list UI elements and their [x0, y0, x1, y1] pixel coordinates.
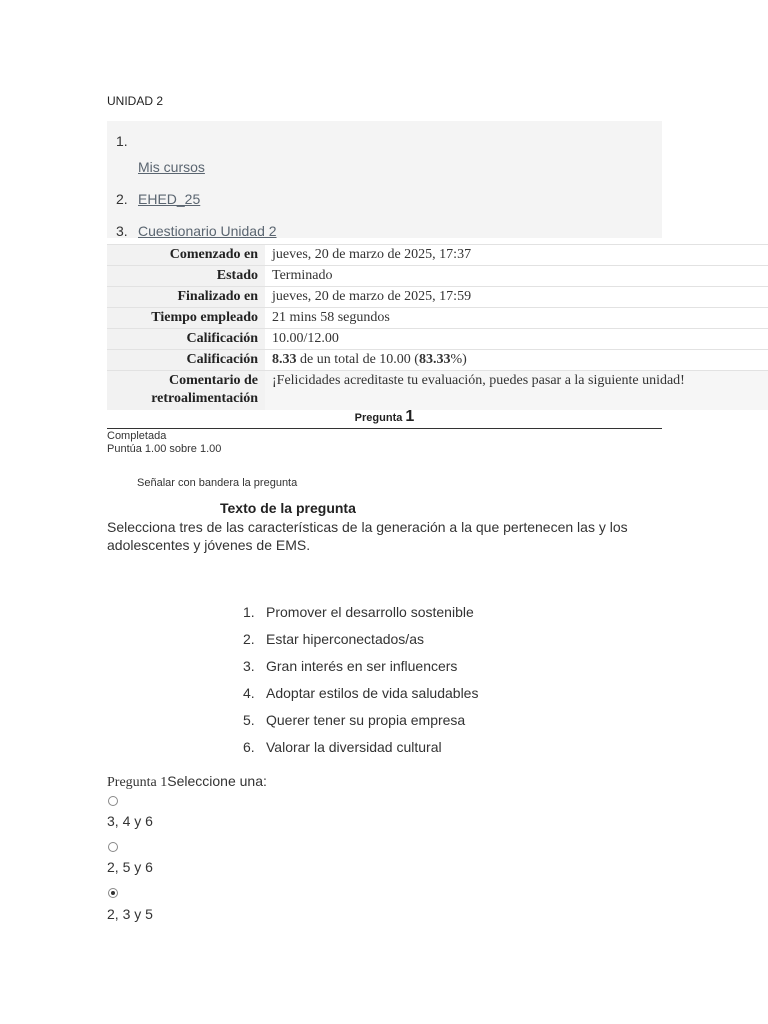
option-item-5: [243, 710, 478, 737]
finished-value: jueves, 20 de marzo de 2025, 17:59: [265, 287, 768, 308]
finished-label: Finalizado en: [107, 287, 265, 308]
summary-row-state: [107, 266, 768, 287]
started-label: Comenzado en: [107, 245, 265, 266]
option-label-6: Valorar la diversidad cultural: [266, 739, 442, 755]
summary-row-started: [107, 245, 768, 266]
state-value: Terminado: [265, 266, 768, 287]
flag-question-link[interactable]: Señalar con bandera la pregunta: [137, 477, 298, 489]
answer-prompt-text: Seleccione una:: [167, 773, 267, 789]
feedback-label-line-1: Comentario de: [168, 373, 258, 388]
grade-score: 8.33: [272, 352, 297, 367]
breadcrumb: [107, 121, 662, 238]
grade-label: Calificación: [107, 350, 265, 371]
breadcrumb-number-3: 3.: [116, 223, 128, 239]
unit-title: UNIDAD 2: [107, 94, 164, 108]
breadcrumb-number-2: 2.: [116, 191, 128, 207]
summary-row-grade: [107, 350, 768, 371]
marks-value: 10.00/12.00: [265, 329, 768, 350]
question-info: [107, 430, 221, 456]
state-label: Estado: [107, 266, 265, 287]
grade-value: [265, 350, 768, 371]
option-number-2: 2.: [243, 631, 255, 647]
summary-row-time: [107, 308, 768, 329]
breadcrumb-number-1: 1.: [116, 133, 128, 149]
question-state: Completada: [107, 430, 167, 442]
feedback-label-line-2: retroalimentación: [151, 391, 258, 406]
answer-radio-2[interactable]: [108, 842, 118, 852]
answer-radio-3[interactable]: [108, 888, 118, 898]
grade-middle: de un total de 10.00 (: [300, 352, 419, 367]
answer-label-3[interactable]: 2, 3 y 5: [107, 906, 153, 922]
question-points: Puntúa 1.00 sobre 1.00: [107, 443, 222, 455]
option-label-4: Adoptar estilos de vida saludables: [266, 685, 479, 701]
time-label: Tiempo empleado: [107, 308, 265, 329]
feedback-label: [107, 371, 265, 411]
started-value: jueves, 20 de marzo de 2025, 17:37: [265, 245, 768, 266]
summary-row-marks: [107, 329, 768, 350]
question-header-number: 1: [405, 408, 415, 425]
answer-prompt-prefix: Pregunta 1: [107, 775, 168, 790]
option-number-3: 3.: [243, 658, 255, 674]
option-number-6: 6.: [243, 739, 255, 755]
option-item-6: [243, 737, 478, 764]
option-item-2: [243, 629, 478, 656]
option-number-4: 4.: [243, 685, 255, 701]
option-item-1: [243, 602, 478, 629]
answer-label-1[interactable]: 3, 4 y 6: [107, 813, 153, 829]
option-label-1: Promover el desarrollo sostenible: [266, 604, 474, 620]
breadcrumb-link-quiz[interactable]: Cuestionario Unidad 2: [138, 223, 277, 239]
option-number-1: 1.: [243, 604, 255, 620]
option-label-2: Estar hiperconectados/as: [266, 631, 424, 647]
grade-end: %): [450, 352, 467, 367]
question-header: [107, 408, 662, 429]
answer-label-2[interactable]: 2, 5 y 6: [107, 859, 153, 875]
option-item-4: [243, 683, 478, 710]
quiz-summary-table: [107, 244, 768, 410]
question-text: Selecciona tres de las características de la generación a la que pertenecen las y los adolescentes y jóvenes de EMS.: [107, 519, 628, 553]
answer-prompt: [107, 773, 267, 791]
option-label-5: Querer tener su propia empresa: [266, 712, 466, 728]
time-value: 21 mins 58 segundos: [265, 308, 768, 329]
summary-row-feedback: [107, 371, 768, 411]
marks-label: Calificación: [107, 329, 265, 350]
answer-radio-1[interactable]: [108, 796, 118, 806]
option-item-3: [243, 656, 478, 683]
option-label-3: Gran interés en ser influencers: [266, 658, 458, 674]
breadcrumb-link-course[interactable]: EHED_25: [138, 191, 201, 207]
breadcrumb-link-mis-cursos[interactable]: Mis cursos: [138, 159, 205, 175]
question-options-list: [243, 602, 478, 764]
grade-percent: 83.33: [418, 352, 451, 367]
summary-row-finished: [107, 287, 768, 308]
question-header-label: Pregunta: [354, 412, 403, 424]
option-number-5: 5.: [243, 712, 255, 728]
feedback-value: ¡Felicidades acreditaste tu evaluación, puedes pasar a la siguiente unidad!: [265, 371, 768, 411]
question-text-title: Texto de la pregunta: [220, 500, 356, 516]
